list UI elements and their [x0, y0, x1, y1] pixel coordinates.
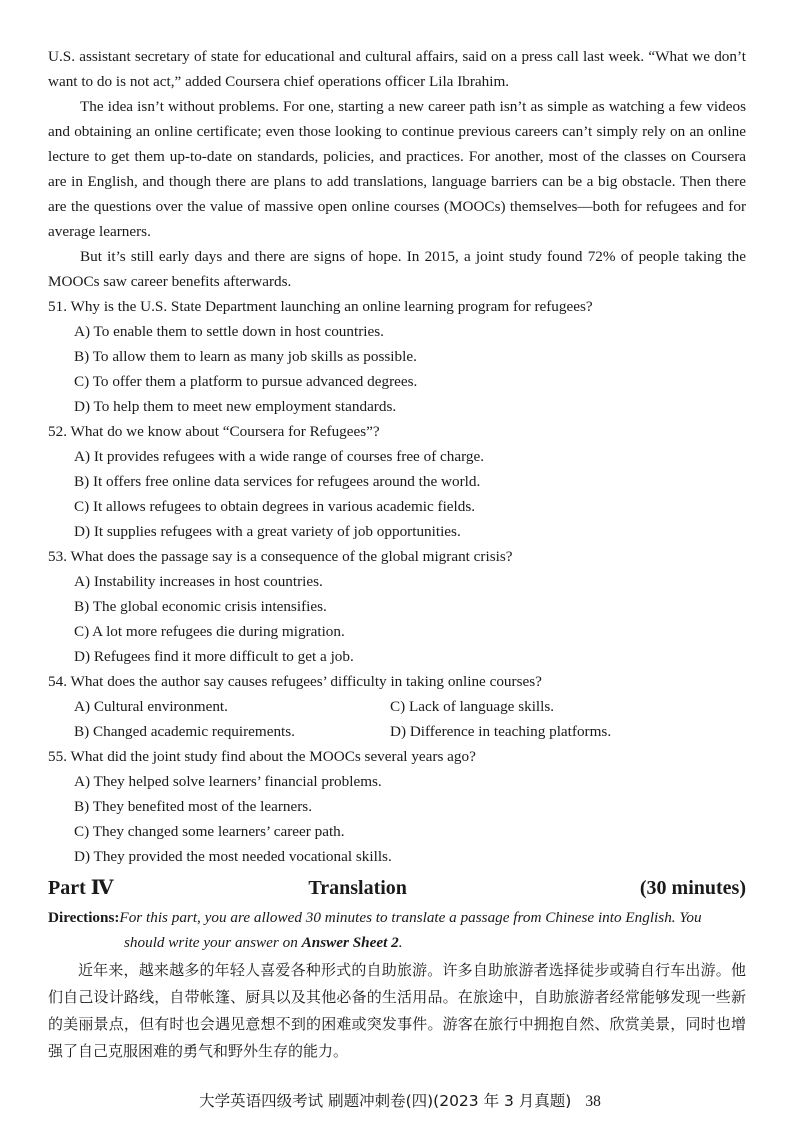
answer-sheet-ref: Answer Sheet 2 [301, 934, 399, 951]
option-c: C) Lack of language skills. [390, 698, 555, 715]
question-stem: 54. What does the author say causes refugees’ difficulty in taking online courses? [48, 673, 542, 690]
passage-paragraph: The idea isn’t without problems. For one, starting a new career path isn’t as simple as watching a few videos and obtaining an online certificate; even those looking to continue previous careers can’t simply rely on an online lecture to get them up-to-date on standards, policies, and practices. For another, most of the classes on Coursera are in English, and though there are plans to add translations, language barriers can be a big obstacle. Then there are the questions over the value of massive open online courses (MOOCs) themselves—both for refugees and for average learners. [48, 98, 746, 240]
footer-title: 大学英语四级考试 刷题冲刺卷(四)(2023 年 3 月真题) [199, 1092, 572, 1110]
part-title: Translation [308, 877, 407, 899]
option-a: A) To enable them to settle down in host countries. [74, 323, 384, 340]
option-d: D) It supplies refugees with a great variety of job opportunities. [74, 523, 461, 540]
page-number: 38 [585, 1093, 601, 1110]
directions-text-2: should write your answer on [124, 934, 302, 951]
directions-text-line2 [48, 930, 746, 955]
part-heading [48, 875, 746, 901]
passage-paragraph: U.S. assistant secretary of state for educational and cultural affairs, said on a press call last week. “What we don’t want to do is not act,” added Coursera chief operations officer Lila Ibrahim. [48, 48, 746, 90]
question-stem: 51. Why is the U.S. State Department launching an online learning program for refugees? [48, 298, 593, 315]
page-footer [0, 1090, 800, 1113]
directions-end: . [398, 934, 403, 951]
option-a: A) Cultural environment. [74, 698, 228, 715]
option-b: B) Changed academic requirements. [74, 723, 295, 740]
question-55 [48, 744, 746, 869]
question-53 [48, 544, 746, 669]
part-time: (30 minutes) [639, 877, 746, 899]
option-d: D) Refugees find it more difficult to get a job. [74, 648, 354, 665]
directions-text: For this part, you are allowed 30 minutes to translate a passage from Chinese into English. You [119, 909, 702, 926]
question-54 [48, 669, 746, 744]
question-51 [48, 294, 746, 419]
question-52 [48, 419, 746, 544]
option-grid [48, 694, 746, 744]
option-d: D) To help them to meet new employment standards. [74, 398, 397, 415]
question-stem: 55. What did the joint study find about the MOOCs several years ago? [48, 748, 476, 765]
option-b: B) The global economic crisis intensifies. [74, 598, 327, 615]
option-d: D) Difference in teaching platforms. [390, 723, 612, 740]
question-stem: 53. What does the passage say is a consequence of the global migrant crisis? [48, 548, 513, 565]
passage-paragraph: But it’s still early days and there are signs of hope. In 2015, a joint study found 72% of people taking the MOOCs saw career benefits afterwards. [48, 248, 746, 290]
option-b: B) To allow them to learn as many job skills as possible. [74, 348, 417, 365]
option-c: C) They changed some learners’ career path. [74, 823, 345, 840]
exam-page [48, 44, 746, 1065]
option-c: C) A lot more refugees die during migration. [74, 623, 345, 640]
directions-label: Directions: [48, 909, 120, 926]
part-label: Part Ⅳ [48, 877, 114, 899]
option-d: D) They provided the most needed vocational skills. [74, 848, 392, 865]
question-list [48, 294, 746, 869]
option-b: B) It offers free online data services for refugees around the world. [74, 473, 481, 490]
option-a: A) It provides refugees with a wide range of courses free of charge. [74, 448, 485, 465]
option-b: B) They benefited most of the learners. [74, 798, 313, 815]
option-c: C) It allows refugees to obtain degrees in various academic fields. [74, 498, 476, 515]
directions [48, 905, 746, 955]
option-a: A) They helped solve learners’ financial problems. [74, 773, 382, 790]
option-c: C) To offer them a platform to pursue advanced degrees. [74, 373, 418, 390]
question-stem: 52. What do we know about “Coursera for Refugees”? [48, 423, 380, 440]
chinese-passage: 近年来，越来越多的年轻人喜爱各种形式的自助旅游。许多自助旅游者选择徒步或骑自行车出游。他们自己设计路线，自带帐篷、厨具以及其他必备的生活用品。在旅途中，自助旅游者经常能够发现一些新的美丽景点，但有时也会遇见意想不到的困难或突发事件。游客在旅行中拥抱自然、欣赏美景，同时也增强了自己克服困难的勇气和野外生存的能力。 [48, 961, 746, 1060]
option-a: A) Instability increases in host countries. [74, 573, 323, 590]
